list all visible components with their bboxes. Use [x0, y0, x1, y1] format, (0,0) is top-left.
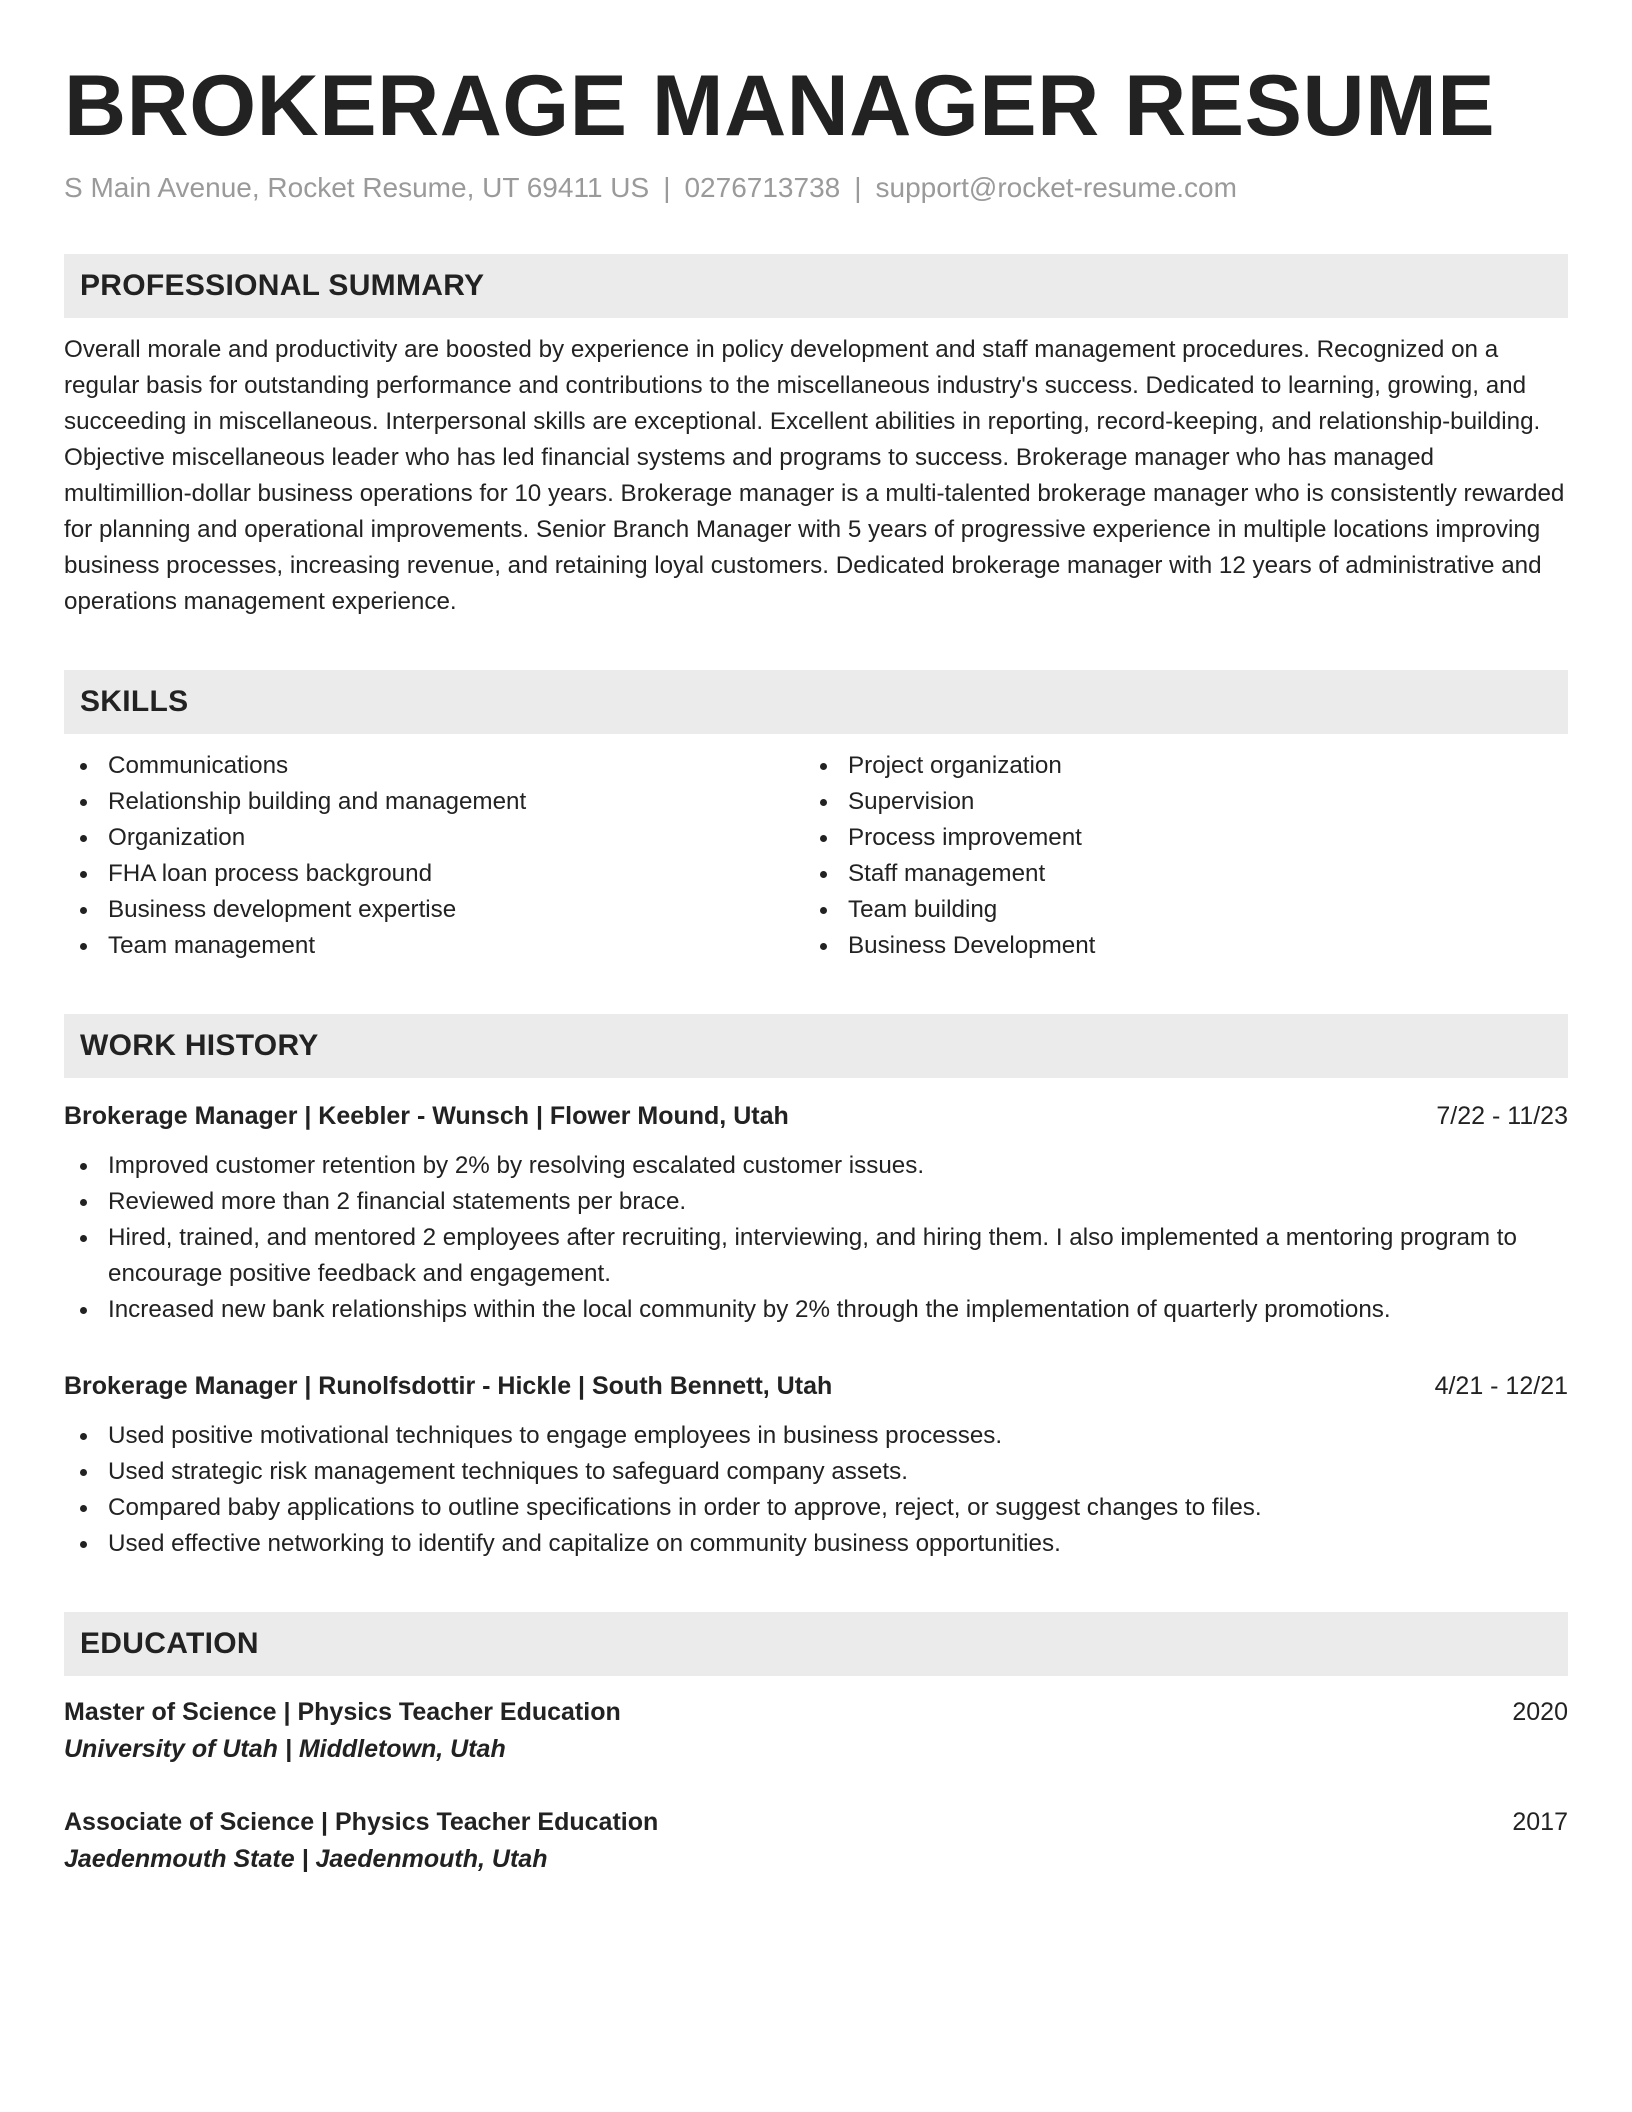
education-school: University of Utah | Middletown, Utah — [64, 1735, 506, 1763]
contact-separator: | — [663, 172, 671, 203]
job-bullet: Compared baby applications to outline specifications in order to approve, reject, or suggest changes to files. — [108, 1490, 1568, 1526]
job-bullet: Hired, trained, and mentored 2 employees after recruiting, interviewing, and hiring them. I also implemented a mentoring program to encourage positive feedback and engagement. — [108, 1220, 1568, 1292]
job-entry — [64, 1368, 1568, 1562]
skill-item: Team management — [108, 928, 804, 964]
education-school: Jaedenmouth State | Jaedenmouth, Utah — [64, 1845, 548, 1873]
skills-heading: SKILLS — [64, 670, 1568, 734]
skill-item: Staff management — [848, 856, 1544, 892]
skill-item: Organization — [108, 820, 804, 856]
summary-heading: PROFESSIONAL SUMMARY — [64, 254, 1568, 318]
job-bullet: Increased new bank relationships within the local community by 2% through the implementation of quarterly promotions. — [108, 1292, 1568, 1328]
skill-item: Process improvement — [848, 820, 1544, 856]
job-bullets — [64, 1148, 1568, 1328]
job-bullet: Used positive motivational techniques to engage employees in business processes. — [108, 1418, 1568, 1454]
education-degree: Master of Science | Physics Teacher Education — [64, 1698, 621, 1726]
education-year: 2017 — [1512, 1808, 1568, 1836]
skill-item: FHA loan process background — [108, 856, 804, 892]
job-entry — [64, 1098, 1568, 1328]
job-header — [64, 1098, 1568, 1134]
skill-item: Project organization — [848, 748, 1544, 784]
education-year: 2020 — [1512, 1698, 1568, 1726]
job-dates: 7/22 - 11/23 — [1436, 1102, 1568, 1130]
skill-item: Business Development — [848, 928, 1544, 964]
skills-section — [64, 670, 1568, 964]
work-history-heading: WORK HISTORY — [64, 1014, 1568, 1078]
job-bullet: Used strategic risk management techniques to safeguard company assets. — [108, 1454, 1568, 1490]
job-header — [64, 1368, 1568, 1404]
contact-separator: | — [854, 172, 862, 203]
skills-list-right — [804, 748, 1544, 964]
summary-section — [64, 254, 1568, 620]
job-title: Brokerage Manager | Keebler - Wunsch | Flower Mound, Utah — [64, 1102, 789, 1130]
education-entry — [64, 1804, 1568, 1878]
education-degree: Associate of Science | Physics Teacher Education — [64, 1808, 659, 1836]
job-bullet: Improved customer retention by 2% by resolving escalated customer issues. — [108, 1148, 1568, 1184]
contact-email: support@rocket-resume.com — [875, 172, 1237, 203]
contact-address: S Main Avenue, Rocket Resume, UT 69411 US — [64, 172, 650, 203]
contact-phone: 0276713738 — [684, 172, 841, 203]
skill-item: Relationship building and management — [108, 784, 804, 820]
job-bullets — [64, 1418, 1568, 1562]
job-bullet: Used effective networking to identify and capitalize on community business opportunities. — [108, 1526, 1568, 1562]
skill-item: Communications — [108, 748, 804, 784]
education-section — [64, 1612, 1568, 1878]
skill-item: Supervision — [848, 784, 1544, 820]
contact-line — [64, 170, 1568, 206]
job-bullet: Reviewed more than 2 financial statements per brace. — [108, 1184, 1568, 1220]
education-heading: EDUCATION — [64, 1612, 1568, 1676]
work-history-section — [64, 1014, 1568, 1562]
skills-list-left — [64, 748, 804, 964]
education-entry — [64, 1694, 1568, 1768]
job-dates: 4/21 - 12/21 — [1434, 1372, 1568, 1400]
education-header — [64, 1804, 1568, 1840]
education-header — [64, 1694, 1568, 1730]
skill-item: Business development expertise — [108, 892, 804, 928]
resume-title: BROKERAGE MANAGER RESUME — [64, 58, 1496, 154]
skill-item: Team building — [848, 892, 1544, 928]
skills-columns — [64, 748, 1568, 964]
job-title: Brokerage Manager | Runolfsdottir - Hickle | South Bennett, Utah — [64, 1372, 833, 1400]
summary-text: Overall morale and productivity are boosted by experience in policy development and staff management procedures. Recognized on a regular basis for outstanding performance and contributions to the miscellaneous industry's success. Dedicated to learning, growing, and succeeding in miscellaneous. Interpersonal skills are exceptional. Excellent abilities in reporting, record-keeping, and relationship-building. Objective miscellaneous leader who has led financial systems and programs to success. Brokerage manager who has managed multimillion-dollar business operations for 10 years. Brokerage manager is a multi-talented brokerage manager who is consistently rewarded for planning and operational improvements. Senior Branch Manager with 5 years of progressive experience in multiple locations improving business processes, increasing revenue, and retaining loyal customers. Dedicated brokerage manager with 12 years of administrative and operations management experience. — [64, 336, 1565, 615]
